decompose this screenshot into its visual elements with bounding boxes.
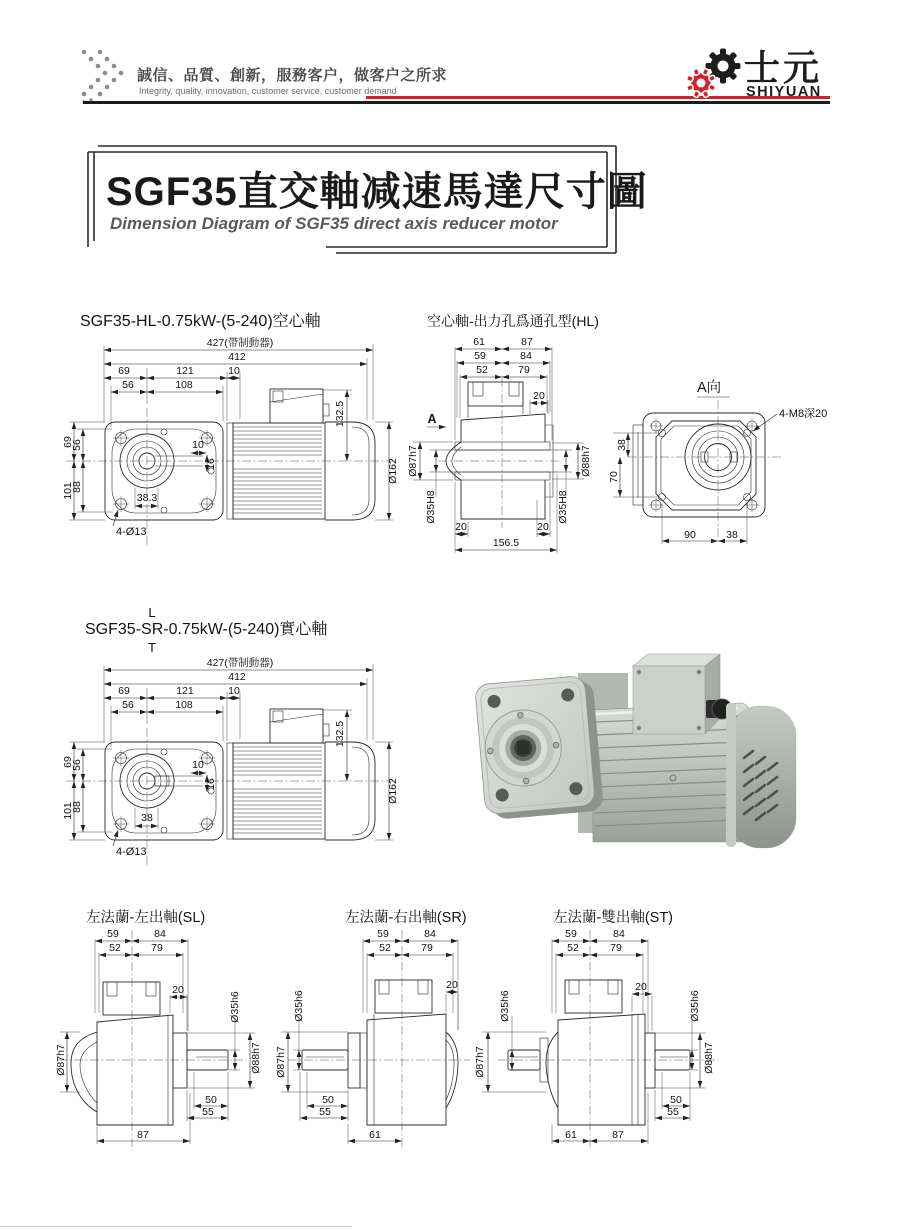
svg-text:Ø87h7: Ø87h7 [474, 1046, 486, 1078]
svg-text:4-Ø13: 4-Ø13 [116, 526, 147, 538]
svg-text:20: 20 [172, 984, 184, 996]
svg-text:38: 38 [726, 529, 738, 541]
svg-text:Ø35h6: Ø35h6 [689, 990, 701, 1022]
svg-text:132.5: 132.5 [334, 400, 346, 428]
svg-text:101: 101 [62, 482, 74, 500]
svg-text:132.5: 132.5 [334, 720, 346, 748]
svg-text:4-M8深20: 4-M8深20 [779, 408, 828, 420]
svg-text:38: 38 [616, 439, 628, 451]
svg-text:156.5: 156.5 [492, 537, 520, 549]
section-view-label: A [427, 412, 437, 426]
drawing-title: SGF35-HL-0.75kW-(5-240)空心軸 [80, 313, 321, 330]
drawing-a-view [600, 348, 872, 578]
svg-text:Ø87h7: Ø87h7 [407, 445, 419, 477]
svg-text:56: 56 [71, 439, 83, 451]
svg-text:61: 61 [369, 1129, 381, 1141]
svg-text:20: 20 [533, 390, 545, 402]
svg-text:79: 79 [151, 942, 163, 954]
centerlines [58, 930, 246, 1150]
svg-text:16: 16 [205, 778, 217, 790]
drawing-sr-side-view [60, 600, 410, 882]
svg-text:69: 69 [118, 685, 130, 697]
svg-text:59: 59 [377, 928, 389, 940]
chevron-decoration-icon [80, 48, 134, 106]
svg-text:69: 69 [118, 365, 130, 377]
svg-text:20: 20 [446, 979, 458, 991]
svg-text:84: 84 [424, 928, 436, 940]
svg-text:84: 84 [613, 928, 625, 940]
svg-text:412: 412 [228, 671, 246, 683]
dimension-lines [60, 939, 255, 1144]
svg-text:61: 61 [565, 1129, 577, 1141]
drawing-title: 左法蘭-右出軸(SR) [345, 910, 467, 926]
drawing-hl-side-view [60, 300, 410, 562]
drawing-title: 左法蘭-雙出軸(ST) [553, 910, 674, 926]
svg-text:427(帶制動器): 427(帶制動器) [206, 657, 274, 669]
drawing-hl-section-view [405, 298, 617, 568]
svg-text:69: 69 [62, 436, 74, 448]
page-subtitle: Dimension Diagram of SGF35 direct axis reducer motor [110, 214, 558, 233]
svg-text:70: 70 [608, 471, 620, 483]
outline-geometry [445, 382, 558, 519]
svg-text:16: 16 [205, 458, 217, 470]
svg-text:50: 50 [670, 1094, 682, 1106]
svg-text:4-Ø13: 4-Ø13 [116, 846, 147, 858]
svg-text:59: 59 [565, 928, 577, 940]
slogan-chinese: 誠信、品質、創新，服務客户，做客户之所求 [137, 67, 448, 84]
svg-text:412: 412 [228, 351, 246, 363]
svg-text:52: 52 [567, 942, 579, 954]
variant-letter-bottom: T [148, 640, 156, 655]
svg-text:55: 55 [202, 1106, 214, 1118]
svg-text:50: 50 [322, 1094, 334, 1106]
brand-name-english: SHIYUAN [746, 84, 822, 100]
drawing-title: A向 [697, 380, 722, 396]
svg-text:56: 56 [122, 379, 134, 391]
svg-text:20: 20 [455, 521, 467, 533]
dimension-labels [407, 336, 592, 549]
svg-text:Ø162: Ø162 [387, 778, 399, 804]
svg-text:50: 50 [205, 1094, 217, 1106]
svg-text:84: 84 [520, 350, 532, 362]
svg-text:69: 69 [62, 756, 74, 768]
drawing-title: 左法蘭-左出軸(SL) [86, 910, 206, 926]
svg-text:10: 10 [192, 439, 204, 451]
brand-name-chinese: 士元 [744, 47, 823, 88]
svg-text:Ø162: Ø162 [387, 458, 399, 484]
svg-text:Ø88h7: Ø88h7 [703, 1042, 715, 1074]
slogan-english: Integrity, quality, innovation, customer service, customer demand [139, 86, 397, 96]
svg-text:55: 55 [319, 1106, 331, 1118]
svg-text:38.3: 38.3 [136, 492, 158, 504]
svg-text:59: 59 [107, 928, 119, 940]
svg-text:Ø88h7: Ø88h7 [580, 445, 592, 477]
product-photo [468, 648, 808, 858]
svg-text:52: 52 [379, 942, 391, 954]
svg-text:79: 79 [610, 942, 622, 954]
svg-text:88: 88 [71, 481, 83, 493]
svg-text:Ø87h7: Ø87h7 [275, 1046, 287, 1078]
svg-text:87: 87 [521, 336, 533, 348]
dimension-labels [55, 928, 262, 1141]
svg-text:52: 52 [109, 942, 121, 954]
svg-text:Ø88h7: Ø88h7 [250, 1042, 262, 1074]
svg-text:56: 56 [122, 699, 134, 711]
dimension-labels [608, 407, 827, 541]
drawing-sl-view [55, 893, 307, 1165]
svg-text:55: 55 [667, 1106, 679, 1118]
centerlines [66, 408, 395, 545]
svg-text:90: 90 [684, 529, 696, 541]
drawing-st-view [462, 893, 870, 1165]
svg-text:121: 121 [176, 685, 194, 697]
dimension-labels [275, 928, 458, 1141]
svg-text:79: 79 [518, 364, 530, 376]
svg-text:88: 88 [71, 801, 83, 813]
svg-text:Ø35h6: Ø35h6 [293, 990, 305, 1022]
svg-text:Ø35h6: Ø35h6 [499, 990, 511, 1022]
svg-text:87: 87 [612, 1129, 624, 1141]
dimension-lines [281, 939, 458, 1144]
svg-text:Ø35h6: Ø35h6 [229, 991, 241, 1023]
drawing-title: SGF35-SR-0.75kW-(5-240)實心軸 [85, 621, 328, 638]
svg-text:121: 121 [176, 365, 194, 377]
svg-text:101: 101 [62, 802, 74, 820]
svg-text:38: 38 [141, 812, 153, 824]
centerlines [66, 728, 395, 865]
svg-text:87: 87 [137, 1129, 149, 1141]
svg-text:61: 61 [473, 336, 485, 348]
svg-text:84: 84 [154, 928, 166, 940]
svg-text:20: 20 [635, 981, 647, 993]
svg-text:79: 79 [421, 942, 433, 954]
variant-letter-top: L [148, 605, 156, 620]
gear-logo-icon [686, 42, 746, 104]
svg-text:427(帶制動器): 427(帶制動器) [206, 337, 274, 349]
svg-text:10: 10 [228, 685, 240, 697]
page-title: SGF35直交軸减速馬達尺寸圖 [106, 170, 648, 214]
outline-geometry [508, 980, 690, 1125]
svg-text:59: 59 [474, 350, 486, 362]
svg-text:108: 108 [175, 699, 193, 711]
svg-text:Ø87h7: Ø87h7 [55, 1044, 67, 1076]
svg-text:52: 52 [476, 364, 488, 376]
centerlines [288, 930, 470, 1150]
svg-text:10: 10 [228, 365, 240, 377]
svg-text:56: 56 [71, 759, 83, 771]
dimension-labels [62, 336, 399, 538]
dimension-labels [474, 928, 715, 1141]
dimension-labels [62, 656, 399, 858]
page-bottom-rule [0, 1226, 352, 1227]
centerlines [498, 930, 718, 1150]
rear-cap [726, 703, 796, 848]
svg-text:20: 20 [537, 521, 549, 533]
outline-geometry [633, 413, 765, 517]
svg-text:108: 108 [175, 379, 193, 391]
output-flange [475, 675, 604, 821]
drawing-title: 空心軸-出力孔爲通孔型(HL) [427, 313, 599, 329]
svg-text:Ø35H8: Ø35H8 [557, 490, 569, 524]
svg-text:Ø35H8: Ø35H8 [425, 490, 437, 524]
svg-text:10: 10 [192, 759, 204, 771]
